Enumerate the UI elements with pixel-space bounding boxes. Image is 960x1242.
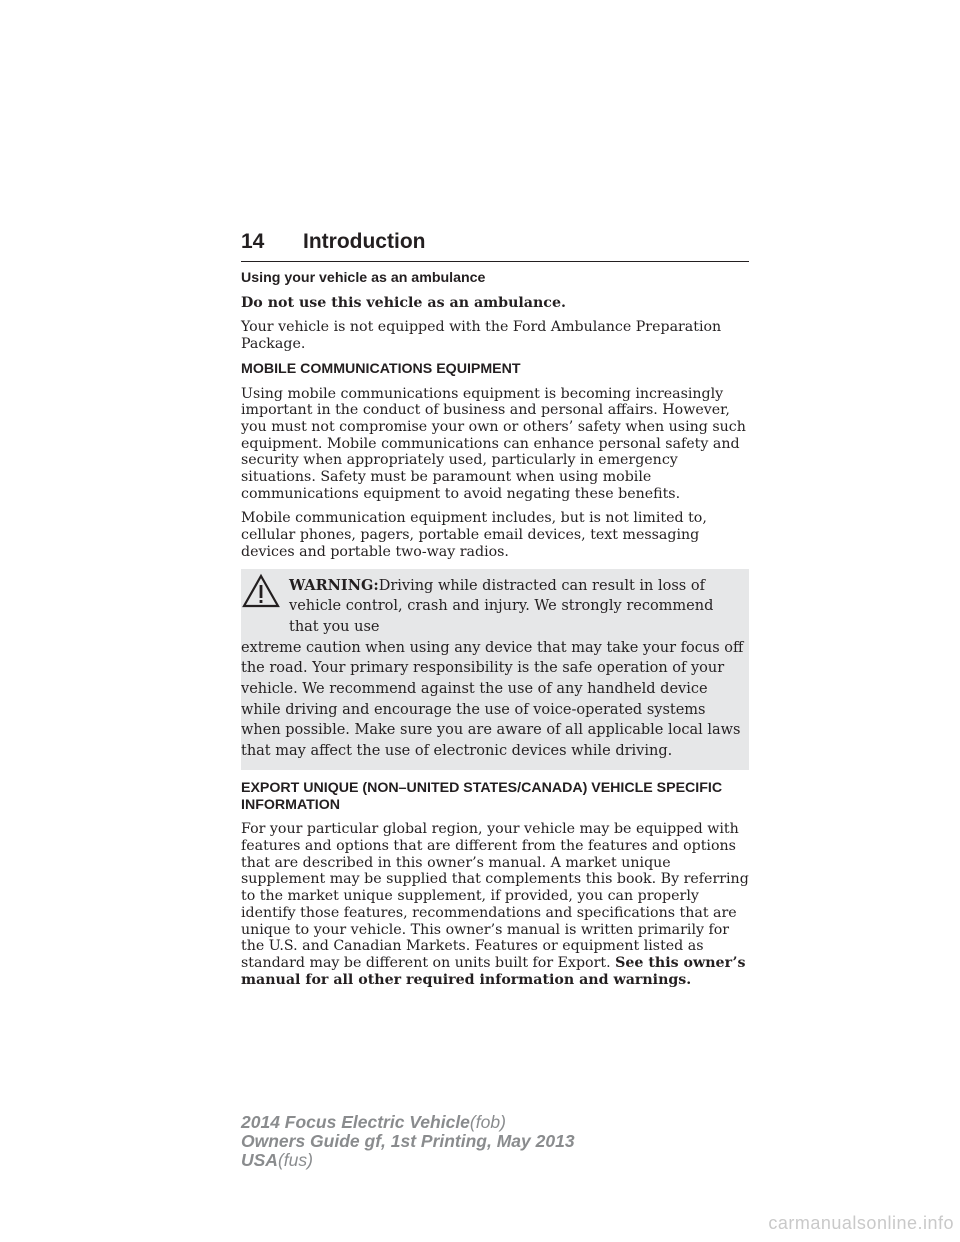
ambulance-body: Your vehicle is not equipped with the Ford Ambulance Preparation Package. (241, 319, 722, 353)
page-number: 14 (241, 230, 265, 253)
footer-market-code: (fus) (277, 1150, 313, 1170)
export-body-bold: See this owner’s manual for all other required information and warnings. (241, 954, 746, 988)
footer-model: 2014 Focus Electric Vehicle (241, 1112, 470, 1132)
export-body (241, 821, 749, 988)
manual-page (241, 230, 749, 996)
warning-triangle-icon (241, 573, 281, 609)
page-header (241, 230, 749, 262)
mobile-paragraph-2: Mobile communication equipment includes, but is not limited to, cellular phones, pagers, portable email devices, text messaging devices and portable two-way radios. (241, 510, 707, 560)
mobile-heading: MOBILE COMMUNICATIONS EQUIPMENT (241, 360, 521, 377)
export-body-text: For your particular global region, your vehicle may be equipped with features and options that are different from the features and options that are described in this owner’s manual. A market unique supplement may be supplied that complements this book. By referring to the market unique supplement, if provided, you can properly identify those features, recommendations and specifications that are unique to your vehicle. This owner’s manual is written primarily for the U.S. and Canadian Markets. Features or equipment listed as standard may be different on units built for Export. (241, 821, 749, 971)
page-content (241, 270, 749, 988)
warning-box (241, 569, 749, 770)
footer-market: USA (241, 1150, 278, 1170)
footer-line-3 (241, 1151, 575, 1170)
footer-line-2: Owners Guide gf, 1st Printing, May 2013 (241, 1131, 575, 1151)
warning-first-text: Driving while distracted can result in loss of vehicle control, crash and injury. We strongly recommend that you use (289, 577, 714, 635)
ambulance-notice: Do not use this vehicle as an ambulance. (241, 294, 566, 311)
footer-model-code: (fob) (469, 1112, 506, 1132)
ambulance-heading: Using your vehicle as an ambulance (241, 270, 486, 286)
warning-rest: extreme caution when using any device that may take your focus off the road. Your primary responsibility is the safe operation of your vehicle. We recommend against the use of any handheld device while driving and encourage the use of voice-operated systems when possible. Make sure you are aware of all applicable local laws that may affect the use of electronic devices while driving. (241, 639, 744, 760)
warning-label: WARNING: (289, 576, 379, 594)
section-title: Introduction (303, 230, 426, 253)
export-heading: EXPORT UNIQUE (NON–UNITED STATES/CANADA) VEHICLE SPECIFIC INFORMATION (241, 779, 723, 813)
mobile-paragraph-1: Using mobile communications equipment is becoming increasingly important in the conduct of business and personal affairs. However, you must not compromise your own or others’ safety when using such equipment. Mobile communications can enhance personal safety and security when appropriately used, particularly in emergency situations. Safety must be paramount when using mobile communications equipment to avoid negating these benefits. (241, 385, 746, 502)
site-watermark: carmanualsonline.info (768, 1213, 954, 1233)
footer-line-1 (241, 1113, 575, 1132)
warning-first-lines (289, 576, 745, 638)
print-footer (241, 1113, 575, 1170)
